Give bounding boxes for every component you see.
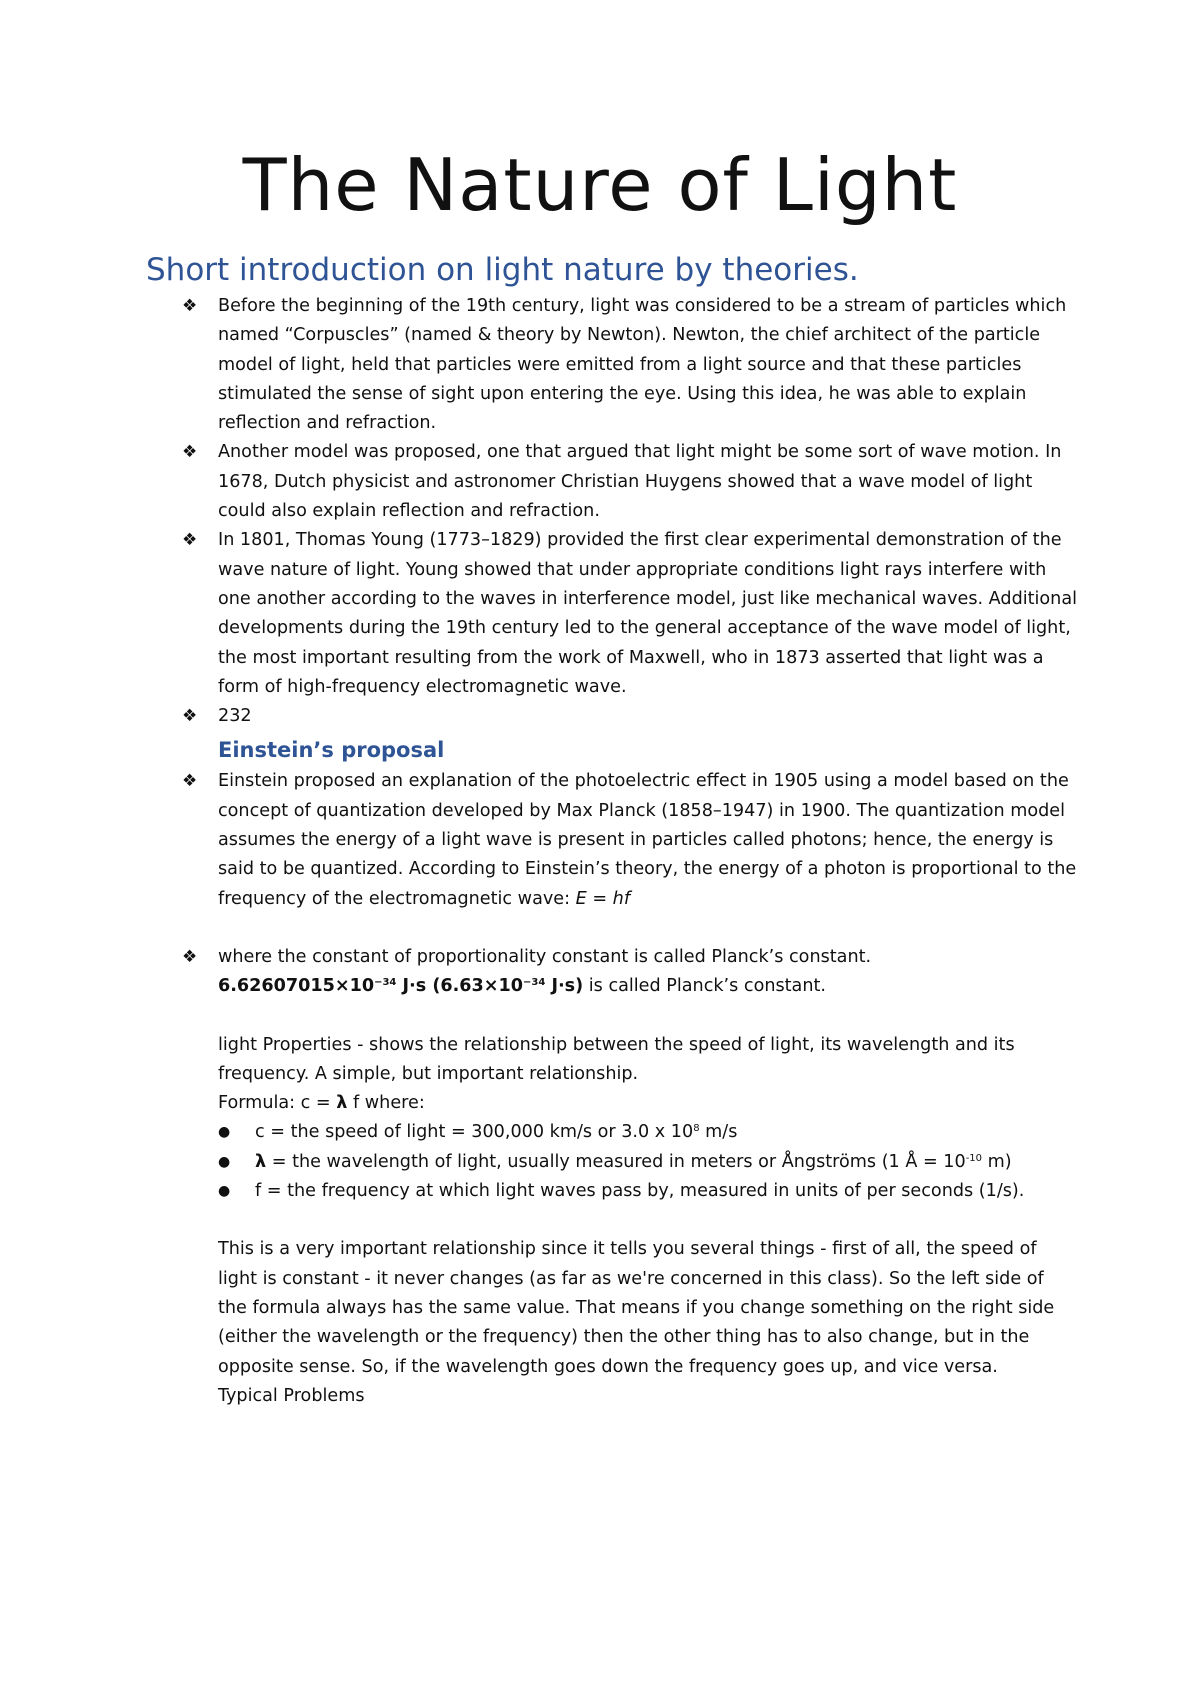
lambda-symbol: λ — [336, 1093, 348, 1114]
list-item — [0, 943, 1078, 1002]
paragraph-text: Before the beginning of the 19th century, light was considered to be a stream of particles which named “Corpuscles” (named & theory by Newton). Newton, the chief architect of the particle model of light, held that particles were emitted from a light source and that these particles stimulated the sense of sight upon entering the eye. Using this idea, he was able to explain reflection and refraction. — [218, 296, 1067, 434]
diamond-bullet-icon: ❖ — [182, 296, 198, 316]
diamond-bullet-icon: ❖ — [182, 530, 198, 551]
einstein-heading: Einstein’s proposal — [218, 738, 445, 763]
closing-paragraph: This is a very important relationship since it tells you several things - first of all, the speed of light is constant - it never changes (as far as we're concerned in this class). So the left side of the formula always has the same value. That means if you change something on the right side (either the wavelength or the frequency) then the other thing has to also change, but in the opposite sense. So, if the wavelength goes down the frequency goes up, and vice versa. — [218, 1239, 1055, 1377]
paragraph-text: Another model was proposed, one that argued that light might be some sort of wave motion. In 1678, Dutch physicist and astronomer Christian Huygens showed that a wave model of light could also explain reflection and refraction. — [218, 442, 1062, 522]
list-item — [0, 438, 1078, 526]
properties-paragraph: light Properties - shows the relationship between the speed of light, its wavelength and its frequency. A simple, but important relationship. — [218, 1034, 1015, 1084]
diamond-bullet-icon: ❖ — [182, 771, 198, 792]
diamond-bullet-icon: ❖ — [182, 706, 198, 727]
paragraph-text: In 1801, Thomas Young (1773–1829) provided the first clear experimental demonstration of the wave nature of light. Young showed that under appropriate conditions light rays interfere with one another according to the waves in interference model, just like mechanical waves. Additional developments during the 19th century led to the general acceptance of the wave model of light, the most important resulting from the work of Maxwell, who in 1873 asserted that light was a form of high-frequency electromagnetic wave. — [218, 530, 1077, 697]
lambda-symbol: λ — [255, 1151, 267, 1172]
page-title: The Nature of Light — [242, 143, 958, 227]
einstein-formula: E = hf — [575, 888, 631, 909]
typical-problems-line: Typical Problems — [218, 1385, 365, 1406]
paragraph-text: where the constant of proportionality constant is called Planck’s constant. — [218, 946, 872, 967]
spacer — [0, 1002, 1200, 1031]
bullet-dot-icon: ● — [218, 1183, 231, 1200]
list-item: ● f = the frequency at which light waves pass by, measured in units of per seconds (1/s). — [0, 1177, 1085, 1206]
list-item: ● λ = the wavelength of light, usually measured in meters or Ångströms (1 Å = $10^{-10}$ m) — [0, 1148, 1085, 1177]
list-item — [0, 526, 1078, 702]
list-item — [0, 702, 1078, 731]
bullet-dot-icon: ● — [218, 1124, 231, 1141]
paragraph-text: Einstein proposed an explanation of the photoelectric effect in 1905 using a model based on the concept of quantization developed by Max Planck (1858–1947) in 1900. The quantization model assumes the energy of a light wave is present in particles called photons; hence, the energy is said to be quantized. According to Einstein’s theory, the energy of a photon is proportional to the frequency of the electromagnetic wave: — [218, 771, 1077, 909]
bullet-dot-icon: ● — [218, 1153, 231, 1170]
diamond-bullet-icon: ❖ — [182, 946, 198, 967]
list-item — [0, 292, 1078, 438]
diamond-bullet-icon: ❖ — [182, 442, 198, 463]
formula-line: Formula: c = λ f where: — [218, 1093, 425, 1114]
planck-constant-value: $6.62607015\times 10^{-34}$ J⋅s ($6.63\times 10^{-34}$ J⋅s) is called Planck’s constant. — [218, 976, 826, 997]
list-item — [0, 767, 1078, 913]
spacer — [0, 1206, 1200, 1235]
list-item: ● c = the speed of light = 300,000 km/s or 3.0 x $10^8$ m/s — [0, 1118, 1085, 1147]
spacer — [0, 914, 1200, 943]
paragraph-text: 232 — [218, 706, 252, 727]
section-subtitle: Short introduction on light nature by theories. — [146, 252, 859, 288]
document-body — [0, 292, 1200, 1411]
